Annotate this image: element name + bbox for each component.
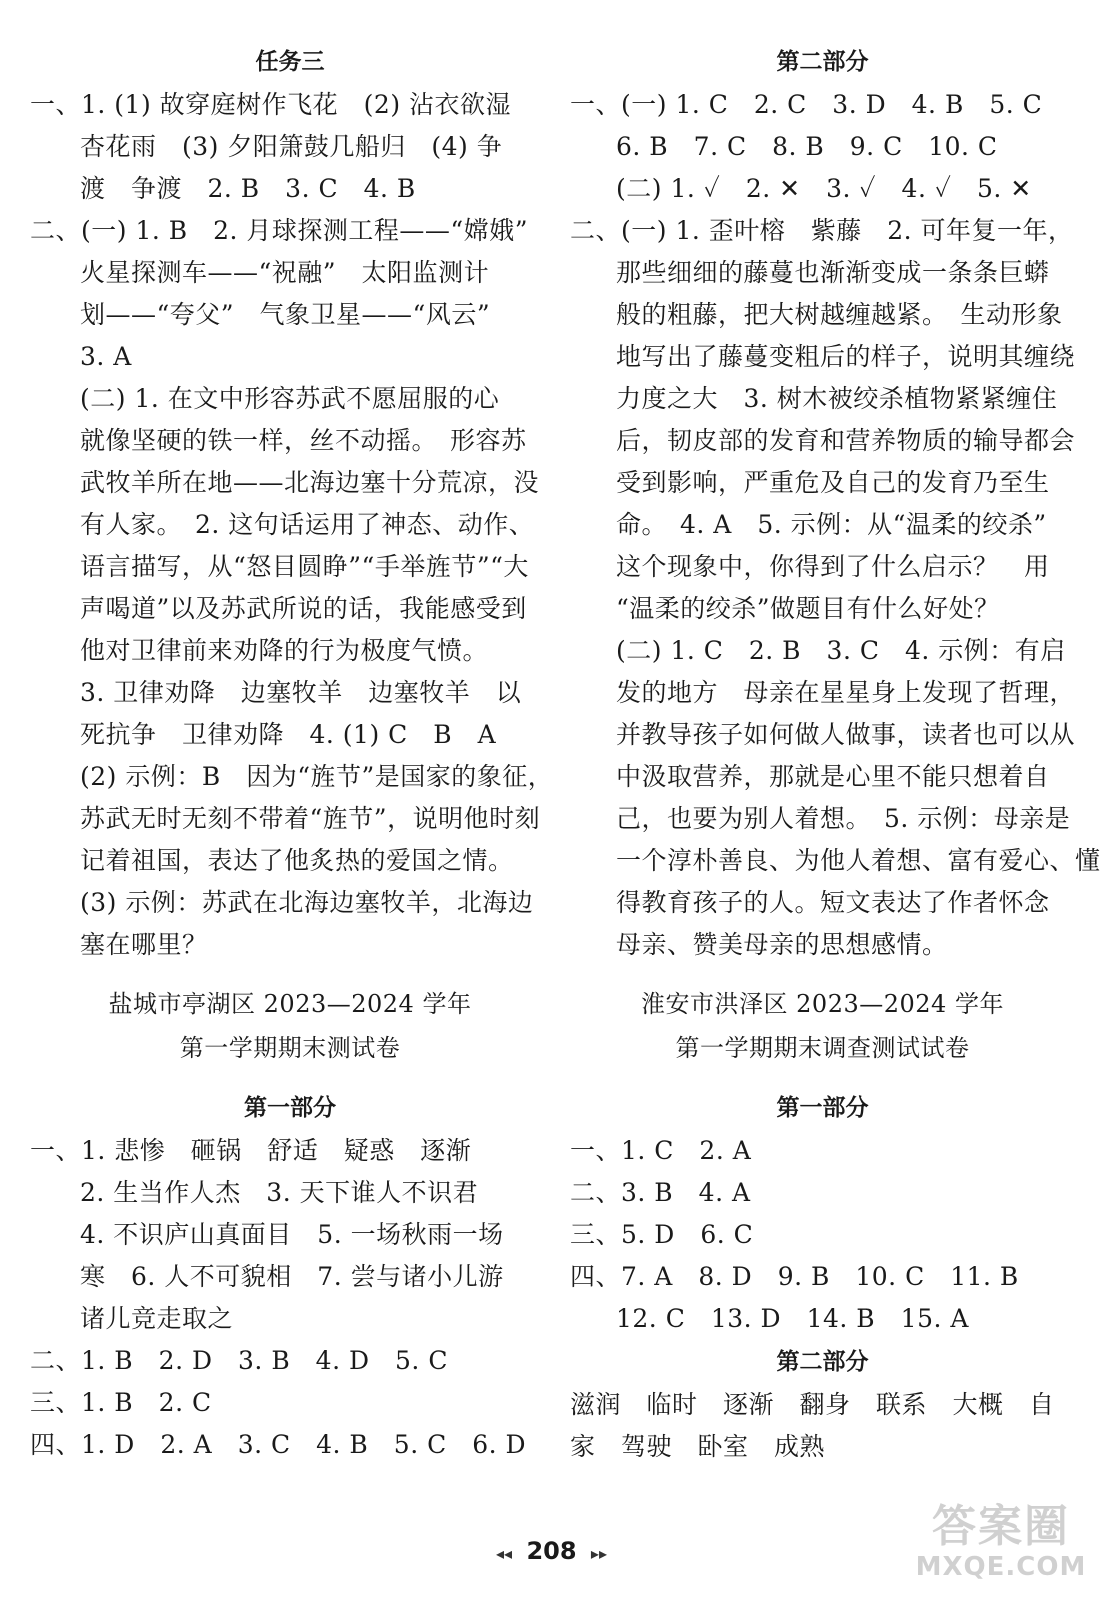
answer-line: 二、(一) 1. B 2. 月球探测工程——“嫦娥”: [30, 216, 528, 245]
answer-line: 一、1. (1) 故穿庭树作飞花 (2) 沾衣欲湿: [30, 90, 512, 119]
answer-line: 诸儿竞走取之: [80, 1304, 234, 1333]
answer-line: 武牧羊所在地——北海边塞十分荒凉，没: [80, 468, 540, 497]
answer-line: 并教导孩子如何做人做事，读者也可以从: [616, 720, 1076, 749]
answer-line: (二) 1. 在文中形容苏武不愿屈服的心: [80, 384, 500, 413]
answer-line: 二、1. B 2. D 3. B 4. D 5. C: [30, 1346, 448, 1375]
answer-line: 母亲、赞美母亲的思想感情。: [616, 930, 948, 959]
left-column: [30, 40, 554, 1466]
answer-line: 一、1. C 2. A: [570, 1136, 752, 1165]
part-heading: 第一部分: [244, 1095, 336, 1121]
watermark-url: MXQE.COM: [915, 1552, 1087, 1582]
answer-line: 有人家。 2. 这句话运用了神态、动作、: [80, 510, 535, 539]
section-heading-task3: 任务三: [255, 49, 325, 75]
answer-line: 火星探测车——“祝融” 太阳监测计: [80, 258, 490, 287]
answer-line: 就像坚硬的铁一样，丝不动摇。 形容苏: [80, 426, 527, 455]
answer-line: 声喝道”以及苏武所说的话，我能感受到: [80, 594, 527, 623]
answer-line: 一、1. 悲惨 砸锅 舒适 疑惑 逐渐: [30, 1136, 472, 1165]
answer-line: 发的地方 母亲在星星身上发现了哲理，: [616, 678, 1076, 707]
answer-line: 二、(一) 1. 歪叶榕 紫藤 2. 可年复一年，: [570, 216, 1074, 245]
answer-line: 己，也要为别人着想。 5. 示例：母亲是: [616, 804, 1071, 833]
part-heading: 第二部分: [776, 49, 869, 75]
right-column: [570, 40, 1101, 1468]
prev-page-arrows-icon: ◂◂: [496, 1544, 513, 1563]
answer-line: (2) 示例：B 因为“旌节”是国家的象征，: [80, 762, 554, 791]
answer-line: 2. 生当作人杰 3. 天下谁人不识君: [80, 1178, 479, 1207]
answer-line: 一个淳朴善良、为他人着想、富有爱心、懂: [616, 846, 1101, 875]
answer-line: 那些细细的藤蔓也渐渐变成一条条巨蟒: [616, 258, 1050, 287]
answer-line: 寒 6. 人不可貌相 7. 尝与诸小儿游: [80, 1262, 504, 1291]
answer-line: (二) 1. C 2. B 3. C 4. 示例：有启: [616, 636, 1066, 665]
answer-line: 命。 4. A 5. 示例：从“温柔的绞杀”: [616, 510, 1047, 539]
answer-line: 三、5. D 6. C: [570, 1220, 754, 1249]
answer-line: 3. 卫律劝降 边塞牧羊 边塞牧羊 以: [80, 678, 522, 707]
watermark-logo: [911, 1502, 1091, 1592]
answer-line: 四、1. D 2. A 3. C 4. B 5. C 6. D: [30, 1430, 527, 1459]
answer-line: 苏武无时无刻不带着“旌节”，说明他时刻: [80, 804, 541, 833]
answer-line: 12. C 13. D 14. B 15. A: [616, 1304, 969, 1333]
answer-line: 力度之大 3. 树木被绞杀植物紧紧缠住: [616, 384, 1058, 413]
answer-line: 二、3. B 4. A: [570, 1178, 751, 1207]
answer-line: 三、1. B 2. C: [30, 1388, 212, 1417]
exam-subtitle: 第一学期期末调查测试试卷: [675, 1034, 970, 1062]
part-heading: 第二部分: [776, 1349, 869, 1375]
answer-line: 划——“夸父” 气象卫星——“风云”: [80, 300, 491, 329]
answer-line: 记着祖国，表达了他炙热的爱国之情。: [80, 846, 514, 875]
answer-line: 家 驾驶 卧室 成熟: [570, 1432, 826, 1461]
answer-line: “温柔的绞杀”做题目有什么好处？: [616, 594, 1000, 623]
watermark-text: 答案圈: [932, 1501, 1070, 1552]
answer-line: 得教育孩子的人。短文表达了作者怀念: [616, 888, 1050, 917]
exam-title: 淮安市洪泽区 2023—2024 学年: [641, 990, 1004, 1018]
next-page-arrows-icon: ▸▸: [590, 1544, 607, 1563]
answer-line: 死抗争 卫律劝降 4. (1) C B A: [80, 720, 497, 749]
answer-line: 4. 不识庐山真面目 5. 一场秋雨一场: [80, 1220, 504, 1249]
answer-line: 一、(一) 1. C 2. C 3. D 4. B 5. C: [570, 90, 1043, 119]
exam-title: 盐城市亭湖区 2023—2024 学年: [108, 990, 472, 1018]
answer-line: (3) 示例：苏武在北海边塞牧羊，北海边: [80, 888, 534, 917]
answer-line: 般的粗藤，把大树越缠越紧。 生动形象: [616, 300, 1063, 329]
answer-line: 6. B 7. C 8. B 9. C 10. C: [616, 132, 998, 161]
answer-line: 滋润 临时 逐渐 翻身 联系 大概 自: [570, 1390, 1055, 1419]
answer-line: 他对卫律前来劝降的行为极度气愤。: [80, 636, 489, 665]
answer-line: 语言描写，从“怒目圆睁”“手举旌节”“大: [80, 552, 529, 581]
answer-line: 塞在哪里？: [80, 930, 208, 959]
answer-line: 中汲取营养，那就是心里不能只想着自: [616, 762, 1050, 791]
answer-line: (二) 1. ✓ 2. ✕ 3. ✓ 4. ✓ 5. ✕: [616, 174, 1032, 203]
answer-line: 受到影响，严重危及自己的发育乃至生: [616, 468, 1050, 497]
answer-line: 杏花雨 (3) 夕阳箫鼓几船归 (4) 争: [80, 132, 503, 161]
page-number: 208: [526, 1537, 577, 1565]
part-heading: 第一部分: [776, 1095, 869, 1121]
answer-line: 3. A: [80, 342, 132, 371]
exam-subtitle: 第一学期期末测试卷: [179, 1034, 401, 1062]
answer-line: 这个现象中，你得到了什么启示？ 用: [616, 552, 1050, 581]
answer-line: 四、7. A 8. D 9. B 10. C 11. B: [570, 1262, 1019, 1291]
answer-line: 后，韧皮部的发育和营养物质的输导都会: [616, 426, 1076, 455]
answer-line: 渡 争渡 2. B 3. C 4. B: [80, 174, 416, 203]
answer-line: 地写出了藤蔓变粗后的样子，说明其缠绕: [616, 342, 1076, 371]
